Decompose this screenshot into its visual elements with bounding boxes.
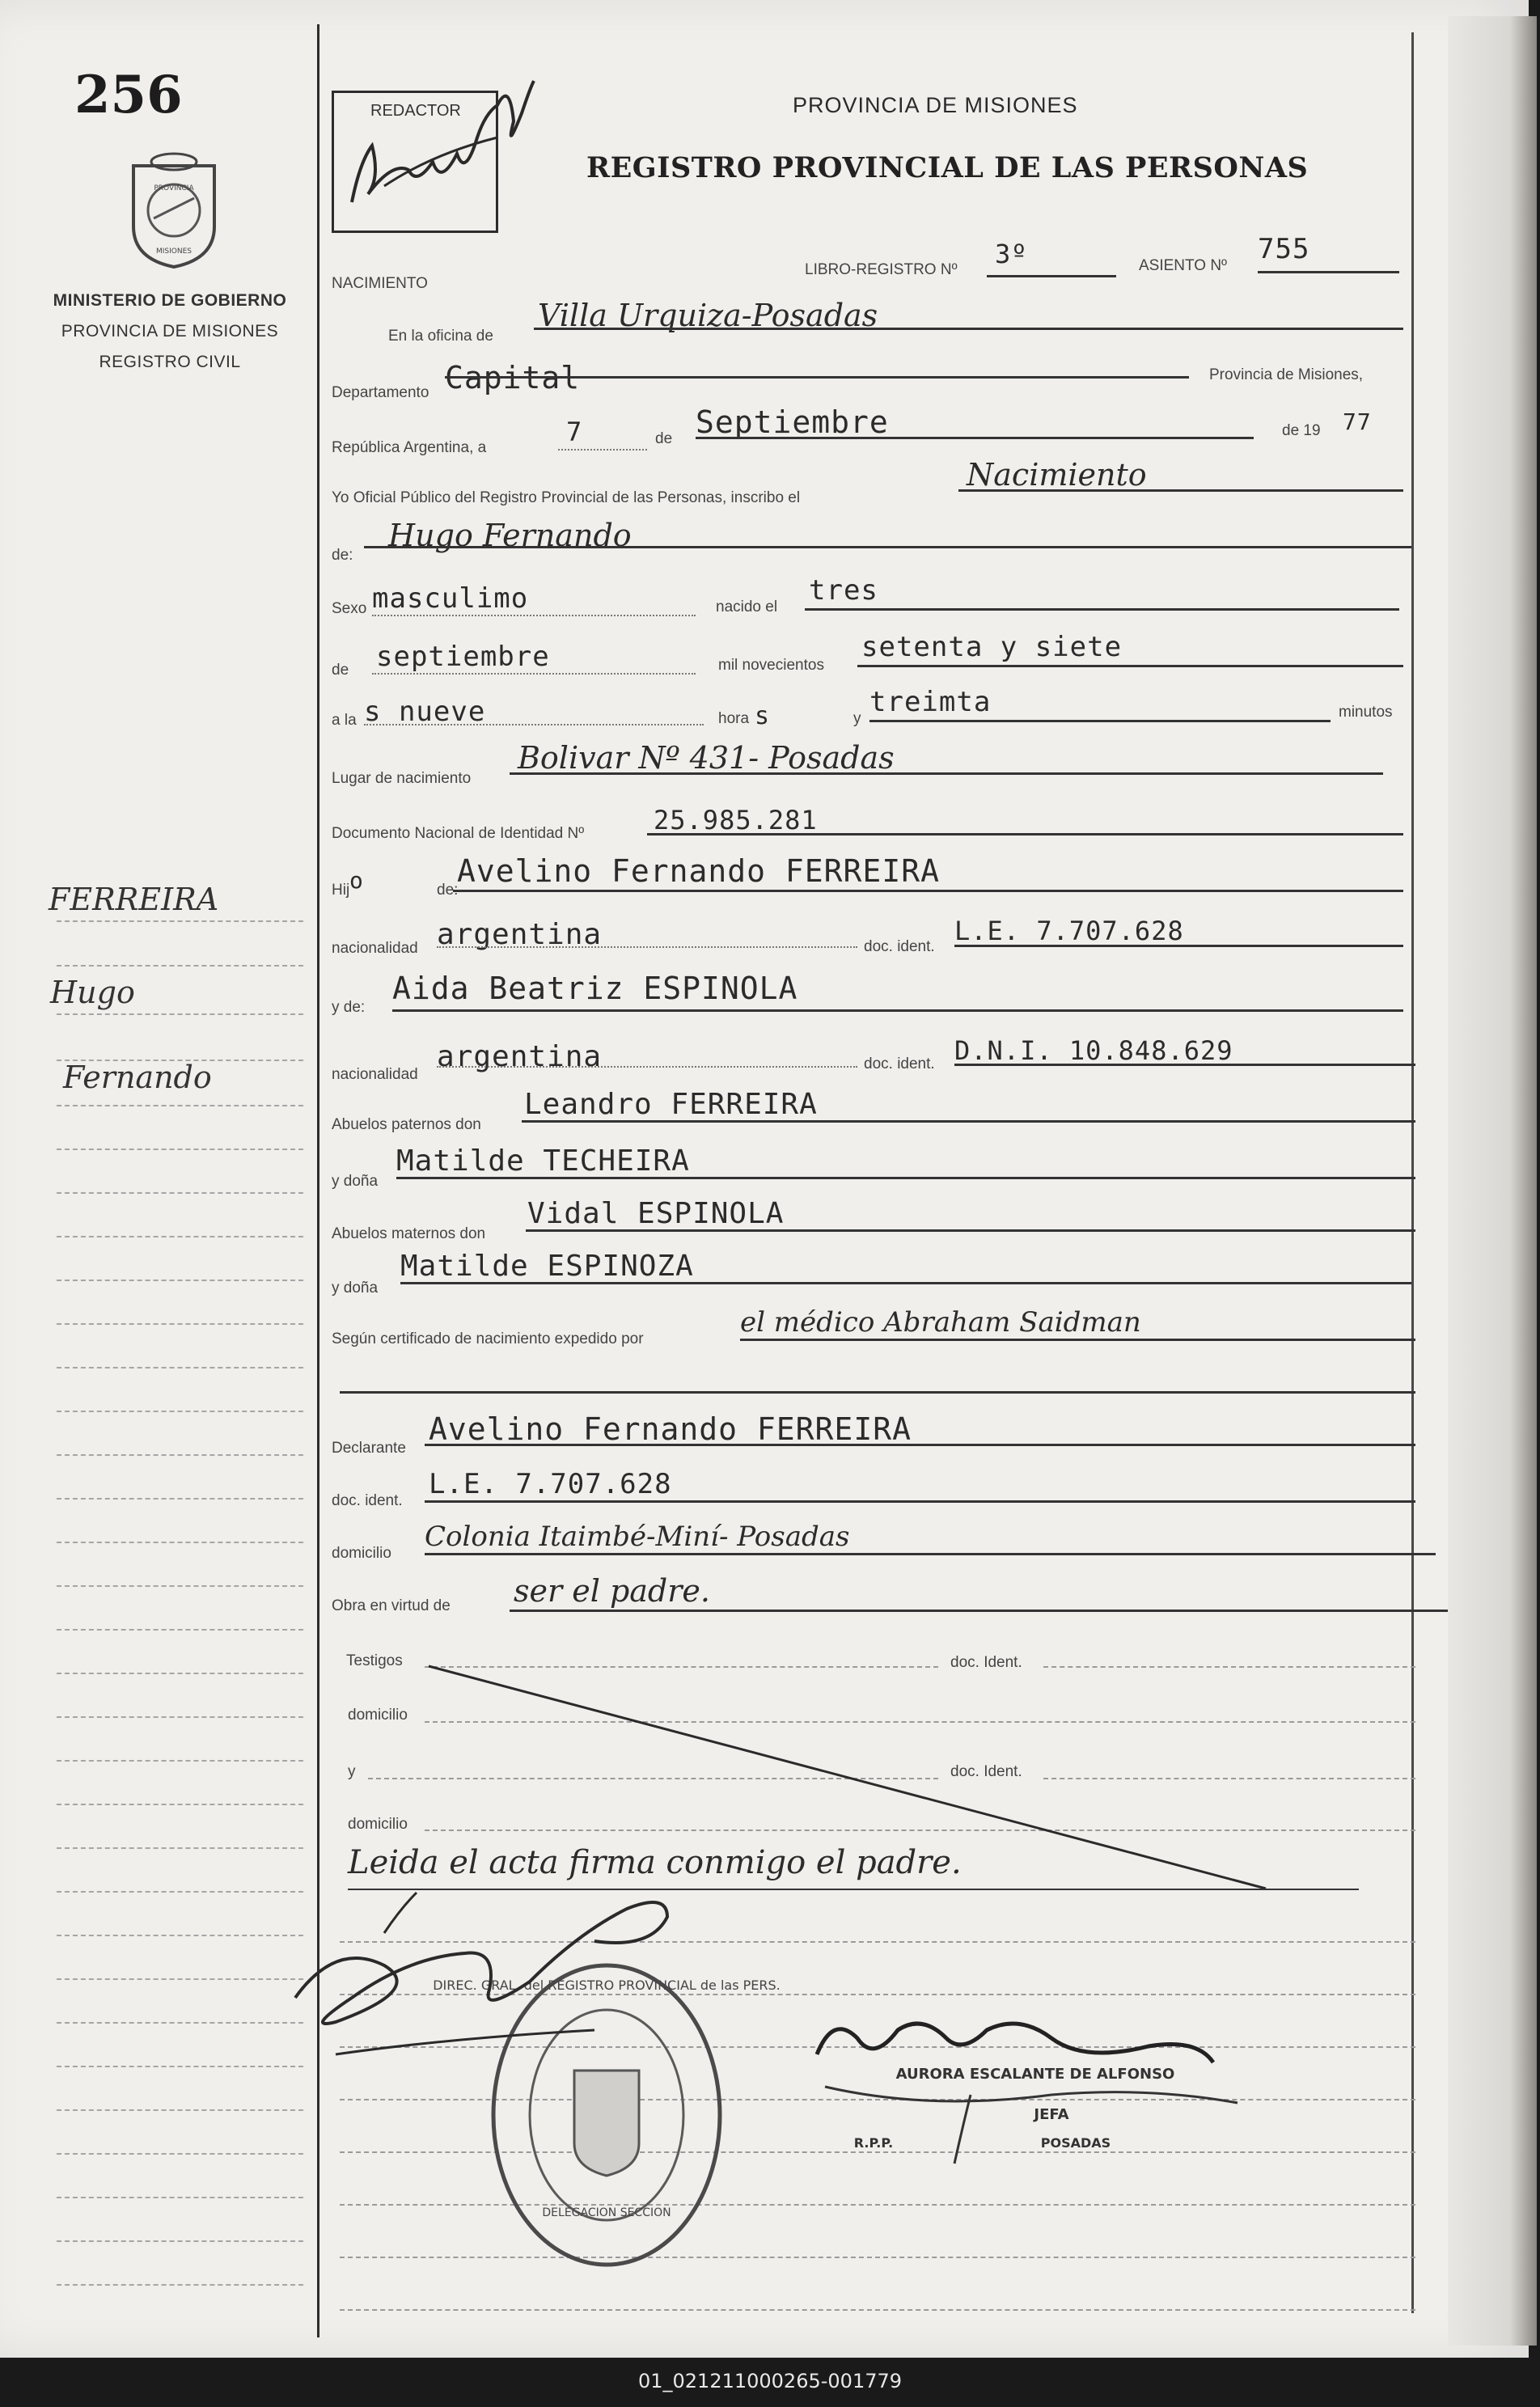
docident-label: doc. ident.: [864, 938, 935, 955]
declarante-doc-value: L.E. 7.707.628: [429, 1468, 672, 1500]
testigo2-domicilio-label: domicilio: [348, 1816, 408, 1833]
milnov-label: mil novecientos: [718, 657, 824, 674]
testigo2-y-label: y: [348, 1763, 356, 1780]
minutos-value: treimta: [869, 686, 992, 718]
nacido-mes-value: septiembre: [376, 641, 550, 673]
ab-mat-value: Vidal ESPINOLA: [527, 1197, 785, 1230]
official-signature: [809, 2006, 1246, 2176]
redactor-signature: [336, 65, 546, 226]
dni-value: 25.985.281: [654, 805, 818, 835]
nacido-label: nacido el: [716, 599, 778, 615]
image-caption: 01_021211000265-001779: [637, 2370, 903, 2392]
page-edge: [1448, 16, 1537, 2346]
horas-label: hora: [718, 710, 750, 727]
libro-value: 3º: [995, 239, 1028, 269]
testigo1-domicilio-label: domicilio: [348, 1707, 408, 1724]
asiento-label: ASIENTO Nº: [1139, 257, 1227, 274]
sexo-value: masculimo: [372, 582, 529, 615]
de2-label: de: [332, 662, 349, 679]
signature-role: JEFA: [1034, 2106, 1069, 2123]
province-emblem-icon: [121, 150, 226, 271]
ab-pat-dona-value: Matilde TECHEIRA: [396, 1144, 690, 1178]
redactor-label: REDACTOR: [370, 102, 461, 120]
testigo1-docident-label: doc. Ident.: [950, 1654, 1022, 1671]
madre-doc-value: D.N.I. 10.848.629: [954, 1035, 1233, 1066]
de-label: de: [655, 430, 673, 447]
minutos-label: minutos: [1339, 704, 1393, 721]
republica-label: República Argentina, a: [332, 439, 487, 456]
ydona2-label: y doña: [332, 1280, 379, 1297]
declarante-doc-label: doc. ident.: [332, 1492, 403, 1509]
declarante-value: Avelino Fernando FERREIRA: [429, 1411, 912, 1447]
testigo2-docident-label: doc. Ident.: [950, 1763, 1022, 1780]
dni-label: Documento Nacional de Identidad Nº: [332, 825, 585, 842]
ab-mat-dona-value: Matilde ESPINOZA: [400, 1250, 694, 1283]
signature-name: AURORA ESCALANTE DE ALFONSO: [895, 2066, 1175, 2083]
anio-value: 77: [1343, 408, 1372, 435]
hora-value: s nueve: [364, 696, 486, 728]
libro-label: LIBRO-REGISTRO Nº: [805, 261, 958, 278]
de-nombre-label: de:: [332, 547, 353, 564]
margin-middle-name: Fernando: [63, 1060, 212, 1095]
lugar-value: Bolivar Nº 431- Posadas: [518, 740, 895, 776]
right-border: [1411, 32, 1414, 2313]
departamento-label: Departamento: [332, 384, 429, 401]
oficial-text: Yo Oficial Público del Registro Provincial de las Personas, inscribo el: [332, 489, 801, 506]
nacionalidad-madre-label: nacionalidad: [332, 1066, 418, 1083]
anio-label: de 19: [1282, 422, 1321, 439]
signature-city: POSADAS: [1040, 2135, 1111, 2151]
nacido-anio-value: setenta y siete: [861, 631, 1123, 663]
cierre-value: Leida el acta firma conmigo el padre.: [348, 1844, 962, 1881]
nacimiento-label: NACIMIENTO: [332, 275, 428, 292]
yde-label: y de:: [332, 999, 366, 1016]
departamento-value: Capital: [445, 360, 581, 396]
dia-value: 7: [566, 417, 583, 447]
oficina-value: Villa Urquiza-Posadas: [538, 298, 878, 333]
horas-suffix: s: [755, 702, 771, 730]
ministry-block: [32, 291, 307, 372]
certificado-label: Según certificado de nacimiento expedido por: [332, 1330, 644, 1347]
ab-pat-value: Leandro FERREIRA: [524, 1088, 818, 1121]
ydona-label: y doña: [332, 1173, 379, 1190]
hijo-de-label: de:: [437, 882, 459, 899]
oficina-label: En la oficina de: [388, 328, 493, 345]
ministry-registry: REGISTRO CIVIL: [99, 353, 241, 371]
emblem-text-top: PROVINCIA: [154, 184, 194, 192]
acto-value: Nacimiento: [967, 457, 1147, 493]
lugar-label: Lugar de nacimiento: [332, 770, 472, 787]
ab-pat-label: Abuelos paternos don: [332, 1116, 481, 1133]
y-label: y: [853, 710, 861, 727]
padre-value: Avelino Fernando FERREIRA: [457, 853, 940, 889]
padre-nac-value: argentina: [437, 918, 603, 951]
registry-title: REGISTRO PROVINCIAL DE LAS PERSONAS: [586, 151, 1309, 184]
declarant-signature: [287, 1876, 708, 2079]
nombre-value: Hugo Fernando: [388, 518, 632, 553]
margin-first-name: Hugo: [50, 975, 135, 1010]
emblem-text-bottom: MISIONES: [155, 247, 192, 256]
obra-label: Obra en virtud de: [332, 1597, 451, 1614]
madre-value: Aida Beatriz ESPINOLA: [392, 971, 798, 1006]
declarante-label: Declarante: [332, 1440, 406, 1457]
obra-value: ser el padre.: [514, 1573, 710, 1609]
testigos-label: Testigos: [346, 1652, 403, 1669]
margin-surname: FERREIRA: [49, 882, 219, 917]
sexo-label: Sexo: [332, 600, 367, 617]
madre-nac-value: argentina: [437, 1040, 603, 1073]
signature-org: R.P.P.: [853, 2135, 894, 2151]
certificado-value: el médico Abraham Saidman: [740, 1306, 1141, 1339]
nacido-dia-value: tres: [809, 574, 878, 607]
mes-value: Septiembre: [696, 404, 889, 440]
province-title: PROVINCIA DE MISIONES: [793, 93, 1078, 117]
domicilio-value: Colonia Itaimbé-Miní- Posadas: [425, 1521, 850, 1553]
domicilio-label: domicilio: [332, 1545, 391, 1562]
padre-doc-value: L.E. 7.707.628: [954, 916, 1184, 946]
stamp-text: DIREC. GRAL. del REGISTRO PROVINCIAL de las PERS.: [433, 1978, 781, 1993]
stamp-inner-text: DELEGACION SECCION: [542, 2206, 671, 2219]
ministry-name: MINISTERIO DE GOBIERNO: [53, 291, 287, 310]
nacionalidad-label: nacionalidad: [332, 940, 418, 957]
docident-madre-label: doc. ident.: [864, 1055, 935, 1072]
hijo-label: Hij: [332, 882, 350, 899]
ministry-province: PROVINCIA DE MISIONES: [61, 322, 279, 341]
ab-mat-label: Abuelos maternos don: [332, 1225, 486, 1242]
hijo-suffix: o: [349, 867, 364, 894]
asiento-value: 755: [1258, 233, 1310, 265]
provincia-suffix: Provincia de Misiones,: [1209, 366, 1364, 383]
alas-label: a la: [332, 712, 357, 729]
page-number: 256: [74, 65, 183, 125]
